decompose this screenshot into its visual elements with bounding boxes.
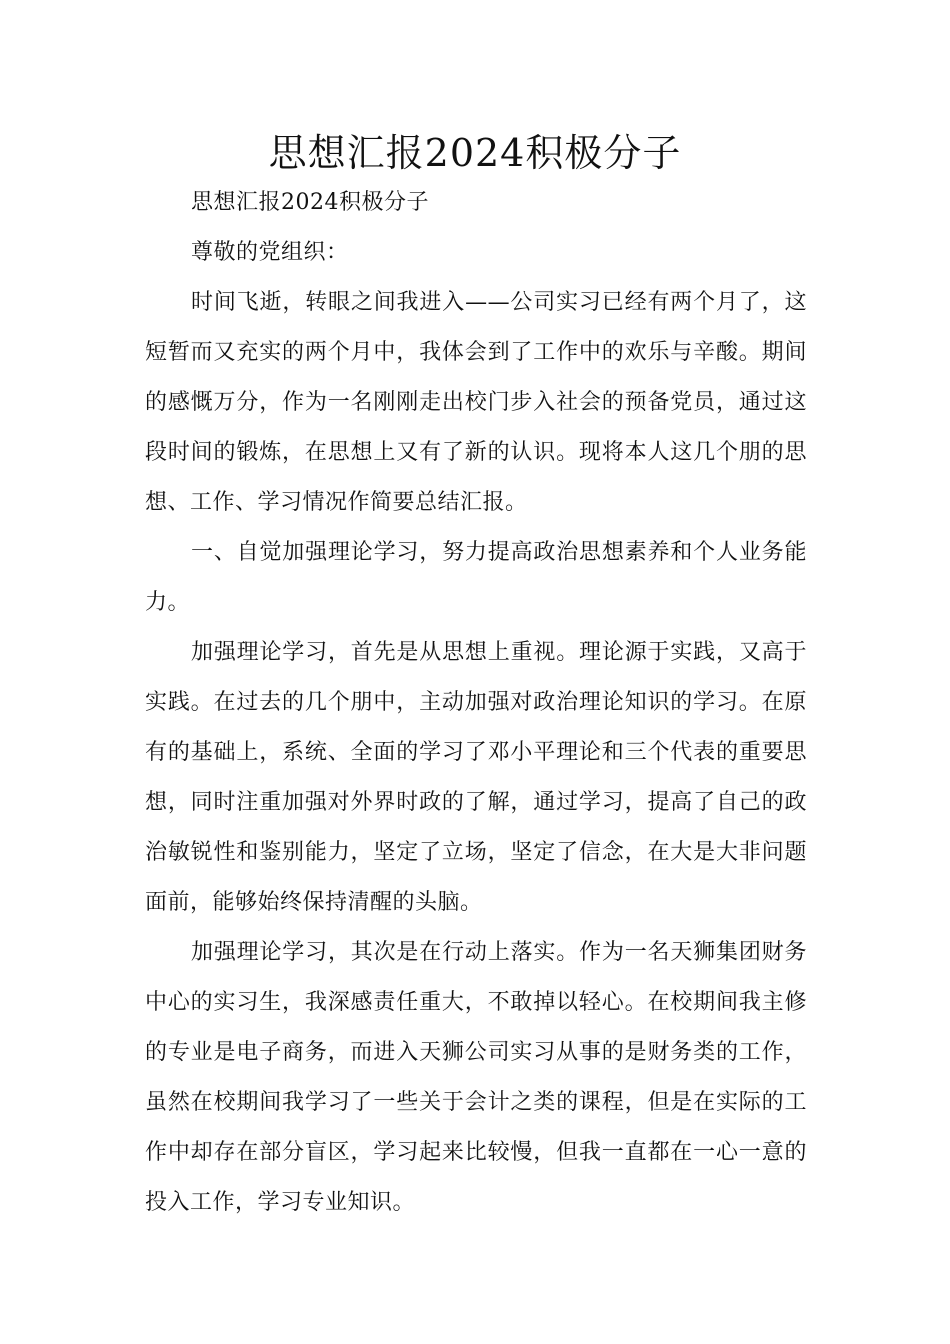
section-heading-paragraph: 一、自觉加强理论学习，努力提高政治思想素养和个人业务能力。 bbox=[145, 540, 807, 615]
theory-study-paragraph: 加强理论学习，首先是从思想上重视。理论源于实践，又高于实践。在过去的几个朋中，主动加强对政治理论知识的学习。在原有的基础上，系统、全面的学习了邓小平理论和三个代表的重要思想，同时注重加强对外界时政的了解，通过学习，提高了自己的政治敏锐性和鉴别能力，坚定了立场，坚定了信念，在大是大非问题面前，能够始终保持清醒的头脑。 bbox=[145, 640, 807, 915]
subtitle-paragraph: 思想汇报2024积极分子 bbox=[191, 190, 429, 215]
salutation-paragraph: 尊敬的党组织： bbox=[191, 240, 349, 265]
document-title: 思想汇报2024积极分子 bbox=[268, 131, 682, 175]
practice-paragraph: 加强理论学习，其次是在行动上落实。作为一名天狮集团财务中心的实习生，我深感责任重大，不敢掉以轻心。在校期间我主修的专业是电子商务，而进入天狮公司实习从事的是财务类的工作，虽然在校期间我学习了一些关于会计之类的课程，但是在实际的工作中却存在部分盲区，学习起来比较慢，但我一直都在一心一意的投入工作，学习专业知识。 bbox=[145, 940, 807, 1215]
document-body bbox=[145, 178, 807, 1228]
intro-paragraph: 时间飞逝，转眼之间我进入——公司实习已经有两个月了，这短暂而又充实的两个月中，我体会到了工作中的欢乐与辛酸。期间的感慨万分，作为一名刚刚走出校门步入社会的预备党员，通过这段时间的锻炼，在思想上又有了新的认识。现将本人这几个朋的思想、工作、学习情况作简要总结汇报。 bbox=[145, 290, 807, 515]
